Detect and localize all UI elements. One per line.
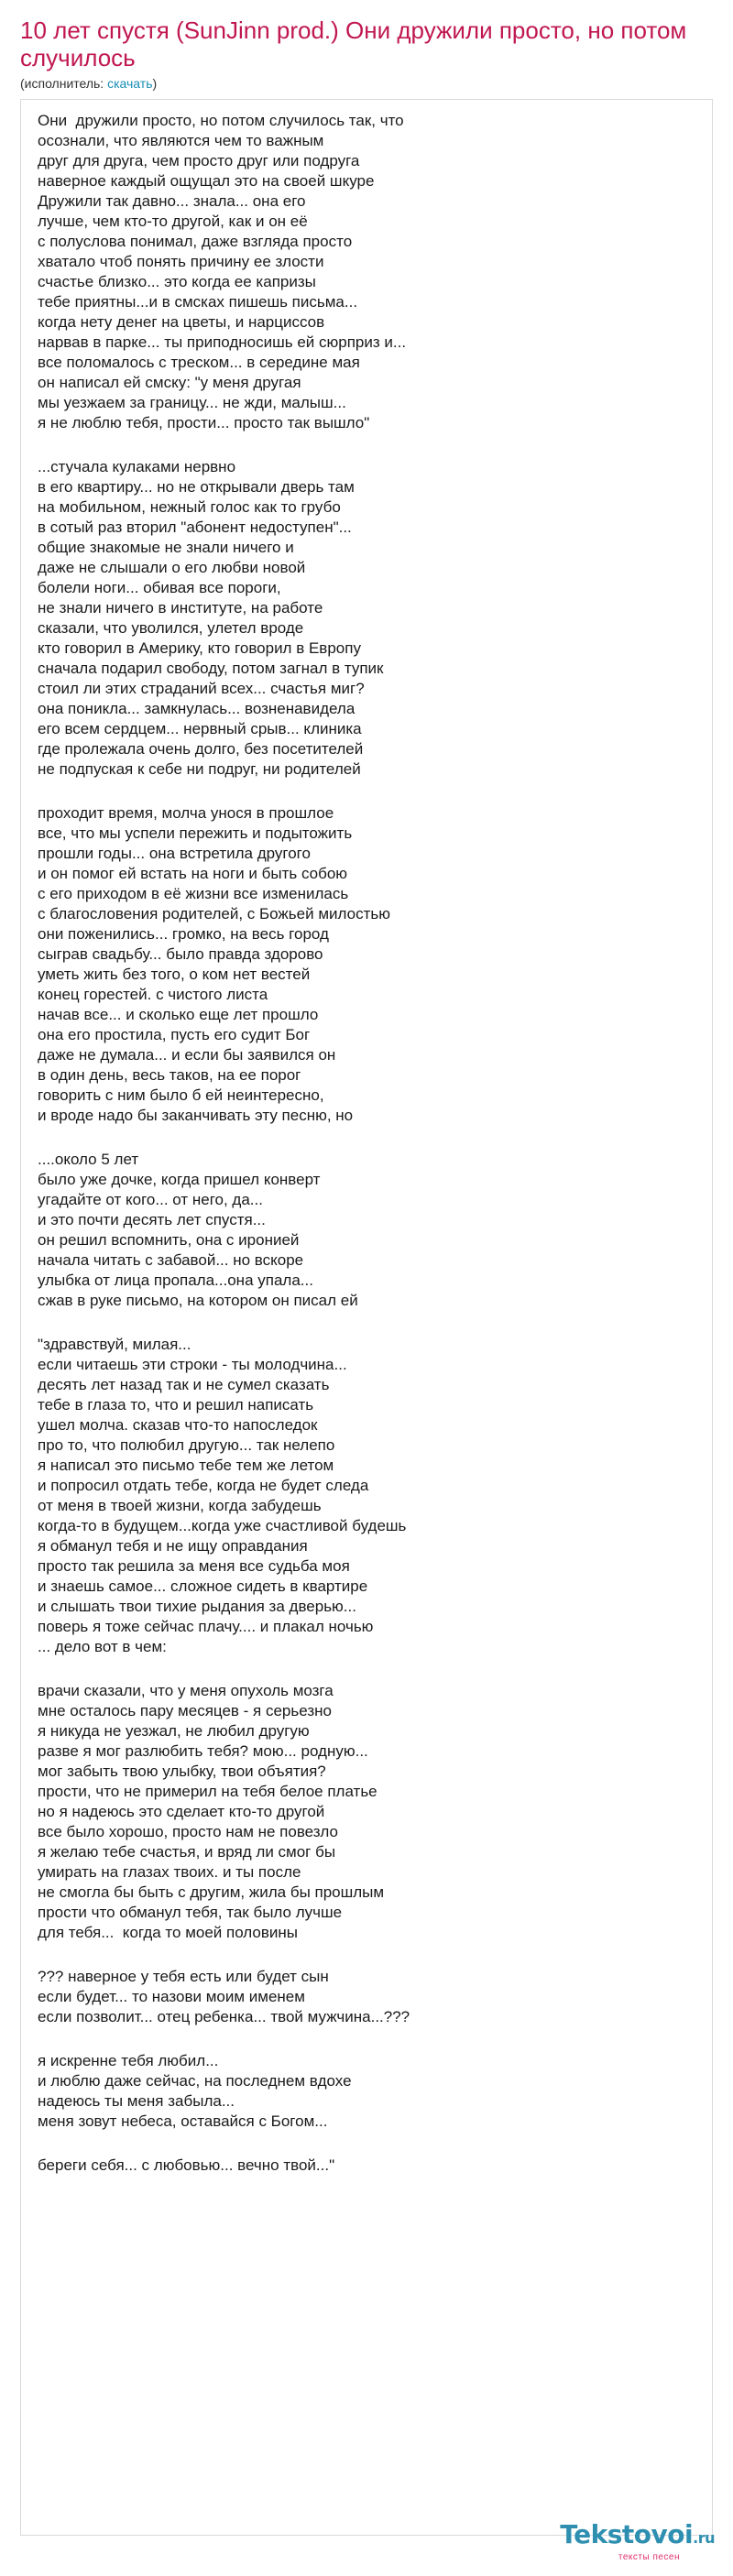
lyrics-line: осознали, что являются чем то важным <box>38 132 324 149</box>
lyrics-line: если читаешь эти строки - ты молодчина... <box>38 1356 347 1373</box>
lyrics-line: умирать на глазах твоих. и ты после <box>38 1863 301 1881</box>
lyrics-line: тебе приятны...и в смсках пишешь письма... <box>38 293 358 311</box>
lyrics-line: он написал ей смску: "у меня другая <box>38 374 301 391</box>
lyrics-line: все было хорошо, просто нам не повезло <box>38 1823 338 1840</box>
page <box>20 16 713 2536</box>
lyrics-line: когда нету денег на цветы, и нарциссов <box>38 313 325 331</box>
lyrics-line: его всем сердцем... нервный срыв... клиника <box>38 720 362 737</box>
lyrics-stanza <box>38 1967 697 2027</box>
lyrics-line: даже не думала... и если бы заявился он <box>38 1046 336 1064</box>
lyrics-line: на мобильном, нежный голос как то грубо <box>38 498 341 516</box>
lyrics-line: с его приходом в её жизни все изменилась <box>38 885 349 902</box>
lyrics-line: прошли годы... она встретила другого <box>38 845 311 862</box>
lyrics-line: где пролежала очень долго, без посетителей <box>38 740 364 758</box>
lyrics-line: и знаешь самое... сложное сидеть в квартире <box>38 1577 368 1595</box>
lyrics-line: наверное каждый ощущал это на своей шкуре <box>38 172 375 190</box>
lyrics-line: мы уезжаем за границу... не жди, малыш... <box>38 394 346 411</box>
lyrics-line: говорить с ним было б ей неинтересно, <box>38 1086 324 1104</box>
lyrics-line: она поникла... замкнулась... возненавидела <box>38 700 356 717</box>
lyrics-line: "здравствуй, милая... <box>38 1336 191 1353</box>
lyrics-line: я желаю тебе счастья, и вряд ли смог бы <box>38 1843 336 1861</box>
lyrics-stanza <box>38 111 697 433</box>
lyrics-line: хватало чтоб понять причину ее злости <box>38 253 324 270</box>
logo-tagline: тексты песен <box>618 2552 680 2562</box>
lyrics-stanza <box>38 2156 697 2176</box>
logo-main-text: Tekstovoi <box>560 2519 694 2549</box>
lyrics-line: они поженились... громко, на весь город <box>38 925 329 943</box>
lyrics-line: лучше, чем кто-то другой, как и он её <box>38 213 308 230</box>
lyrics-line: уметь жить без того, о ком нет вестей <box>38 966 311 983</box>
site-logo[interactable] <box>560 2521 715 2563</box>
lyrics-line: сначала подарил свободу, потом загнал в тупик <box>38 660 384 677</box>
lyrics-line: когда-то в будущем...когда уже счастливой будешь <box>38 1517 407 1534</box>
lyrics-line: я искренне тебя любил... <box>38 2052 219 2069</box>
lyrics-line: кто говорил в Америку, кто говорил в Европу <box>38 639 361 657</box>
lyrics-line: стоил ли этих страданий всех... счастья миг? <box>38 680 365 697</box>
lyrics-line: было уже дочке, когда пришел конверт <box>38 1171 321 1188</box>
lyrics-stanza <box>38 803 697 1126</box>
logo-wordmark <box>560 2521 715 2552</box>
lyrics-line: болели ноги... обивая все пороги, <box>38 579 281 596</box>
lyrics-line: и он помог ей встать на ноги и быть собою <box>38 865 348 882</box>
lyrics-line: общие знакомые не знали ничего и <box>38 539 294 556</box>
artist-prefix: (исполнитель: <box>20 76 108 91</box>
lyrics-line: ??? наверное у тебя есть или будет сын <box>38 1968 329 1985</box>
lyrics-stanza <box>38 1681 697 1943</box>
lyrics-line: она его простила, пусть его судит Бог <box>38 1026 311 1043</box>
artist-suffix: ) <box>152 76 158 91</box>
lyrics-line: и попросил отдать тебе, когда не будет следа <box>38 1477 369 1494</box>
lyrics-line: угадайте от кого... от него, да... <box>38 1191 263 1208</box>
lyrics-line: начав все... и сколько еще лет прошло <box>38 1006 319 1023</box>
page-title: 10 лет спустя (SunJinn prod.) Они дружили просто, но потом случилось <box>20 16 687 71</box>
lyrics-line: я не люблю тебя, прости... просто так вышло" <box>38 414 370 431</box>
lyrics-line: береги себя... с любовью... вечно твой..." <box>38 2156 335 2174</box>
lyrics-line: все, что мы успели пережить и подытожить <box>38 824 353 842</box>
lyrics-line: десять лет назад так и не сумел сказать <box>38 1376 330 1393</box>
lyrics-line: он решил вспомнить, она с иронией <box>38 1231 300 1249</box>
lyrics-line: я написал это письмо тебе тем же летом <box>38 1457 334 1474</box>
lyrics-line: в сотый раз вторил "абонент недоступен"... <box>38 518 352 536</box>
lyrics-line: все поломалось с треском... в середине мая <box>38 354 360 371</box>
lyrics-line: друг для друга, чем просто друг или подруга <box>38 152 360 169</box>
lyrics-line: разве я мог разлюбить тебя? мою... родную... <box>38 1742 368 1760</box>
artist-line <box>20 75 713 92</box>
lyrics-line: проходит время, молча унося в прошлое <box>38 804 334 822</box>
lyrics-line: меня зовут небеса, оставайся с Богом... <box>38 2112 328 2130</box>
lyrics-stanza <box>38 457 697 780</box>
lyrics-line: и это почти десять лет спустя... <box>38 1211 266 1228</box>
lyrics-line: но я надеюсь это сделает кто-то другой <box>38 1803 325 1820</box>
lyrics-line: тебе в глаза то, что и решил написать <box>38 1396 314 1414</box>
lyrics-line: ... дело вот в чем: <box>38 1638 167 1655</box>
lyrics-line: конец горестей. с чистого листа <box>38 986 268 1003</box>
lyrics-line: я обманул тебя и не ищу оправдания <box>38 1537 308 1555</box>
lyrics-line: надеюсь ты меня забыла... <box>38 2092 235 2110</box>
lyrics-line: ...стучала кулаками нервно <box>38 458 236 475</box>
lyrics-stanza <box>38 2051 697 2132</box>
lyrics-line: не знали ничего в институте, на работе <box>38 599 323 617</box>
lyrics-line: счастье близко... это когда ее капризы <box>38 273 316 290</box>
lyrics-line: Они дружили просто, но потом случилось так, что <box>38 112 404 129</box>
lyrics-line: не подпуская к себе ни подруг, ни родителей <box>38 760 361 778</box>
lyrics-line: поверь я тоже сейчас плачу.... и плакал ночью <box>38 1618 374 1635</box>
lyrics-line: начала читать с забавой... но вскоре <box>38 1251 304 1269</box>
lyrics-line: с благословения родителей, с Божьей милостью <box>38 905 390 922</box>
lyrics-line: прости, что не примерил на тебя белое платье <box>38 1783 377 1800</box>
lyrics-line: сжав в руке письмо, на котором он писал ей <box>38 1292 358 1309</box>
lyrics-line: и вроде надо бы заканчивать эту песню, но <box>38 1107 354 1124</box>
lyrics-line: сыграв свадьбу... было правда здорово <box>38 945 323 963</box>
lyrics-line: и люблю даже сейчас, на последнем вдохе <box>38 2072 352 2090</box>
lyrics-box <box>20 99 713 2536</box>
lyrics-line: нарвав в парке... ты приподносишь ей сюрприз и... <box>38 333 407 351</box>
lyrics-line: даже не слышали о его любви новой <box>38 559 306 576</box>
lyrics-line: мне осталось пару месяцев - я серьезно <box>38 1702 332 1719</box>
download-link[interactable]: скачать <box>107 76 153 91</box>
lyrics-stanza <box>38 1150 697 1311</box>
lyrics-line: просто так решила за меня все судьба моя <box>38 1557 350 1575</box>
lyrics-line: не смогла бы быть с другим, жила бы прошлым <box>38 1883 385 1901</box>
lyrics-line: если позволит... отец ребенка... твой мужчина...??? <box>38 2008 410 2025</box>
lyrics-line: для тебя... когда то моей половины <box>38 1924 299 1941</box>
lyrics-line: с полуслова понимал, даже взгляда просто <box>38 233 353 250</box>
lyrics-stanza <box>38 1335 697 1657</box>
lyrics-line: в один день, весь таков, на ее порог <box>38 1066 301 1084</box>
lyrics-line: если будет... то назови моим именем <box>38 1988 305 2005</box>
lyrics-line: мог забыть твою улыбку, твои объятия? <box>38 1763 326 1780</box>
lyrics-line: врачи сказали, что у меня опухоль мозга <box>38 1682 334 1699</box>
lyrics-line: ....около 5 лет <box>38 1151 139 1168</box>
lyrics-line: и слышать твои тихие рыдания за дверью... <box>38 1598 356 1615</box>
lyrics-line: Дружили так давно... знала... она его <box>38 192 306 210</box>
lyrics-line: я никуда не уезжал, не любил другую <box>38 1722 310 1740</box>
lyrics-line: ушел молча. сказав что-то напоследок <box>38 1416 318 1434</box>
lyrics-line: в его квартиру... но не открывали дверь там <box>38 478 355 496</box>
lyrics-line: прости что обманул тебя, так было лучше <box>38 1904 343 1921</box>
lyrics-line: от меня в твоей жизни, когда забудешь <box>38 1497 322 1514</box>
lyrics-line: улыбка от лица пропала...она упала... <box>38 1272 313 1289</box>
lyrics-line: сказали, что уволился, улетел вроде <box>38 619 304 637</box>
logo-tld: .ru <box>693 2529 715 2547</box>
lyrics-line: про то, что полюбил другую... так нелепо <box>38 1436 335 1454</box>
